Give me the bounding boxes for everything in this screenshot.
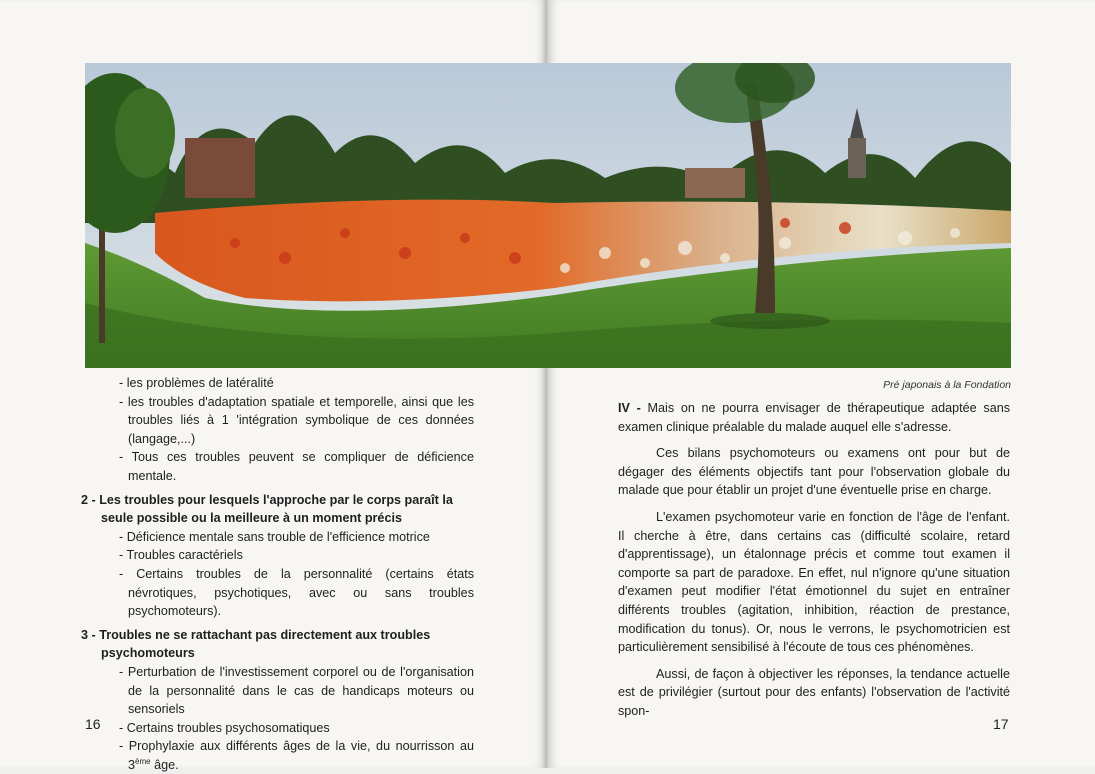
list-item: - Troubles caractériels bbox=[119, 548, 243, 563]
paragraph-iv bbox=[618, 399, 1010, 436]
section-3-list bbox=[81, 663, 474, 774]
list-item: - les problèmes de latéralité bbox=[119, 376, 274, 390]
list-item: - Perturbation de l'investissement corporel ou de l'organisation de la personnalité dans le cas de handicaps moteurs ou sensoriels bbox=[119, 664, 474, 717]
section-3-heading: 3 - Troubles ne se rattachant pas directement aux troubles psychomoteurs bbox=[81, 627, 431, 661]
superscript: ème bbox=[135, 756, 151, 766]
list-item bbox=[81, 737, 474, 774]
paragraph: Ces bilans psychomoteurs ou examens ont pour but de dégager des éléments objectifs tant pour l'observation globale du malade que pour établir un projet d'une éventuelle prise en charge. bbox=[618, 446, 1010, 498]
list-item-text: âge. bbox=[150, 757, 179, 772]
meadow-photo bbox=[85, 63, 1011, 368]
list-item: - Certains troubles de la personnalité (certains états névrotiques, psychotiques, avec ou sans troubles psychomoteurs). bbox=[119, 566, 474, 619]
list-item: - Tous ces troubles peuvent se compliquer de déficience mentale. bbox=[119, 450, 474, 483]
section-2-list bbox=[81, 528, 474, 621]
page-number-left: 16 bbox=[85, 716, 101, 732]
right-column bbox=[618, 399, 1010, 729]
photo-caption: Pré japonais à la Fondation bbox=[883, 379, 1011, 391]
page-number-right: 17 bbox=[993, 716, 1009, 732]
paragraph: Aussi, de façon à objectiver les réponses, la tendance actuelle est de privilégier (surtout pour des enfants) l'observation de l'activité spon- bbox=[618, 666, 1010, 718]
section-2-heading: 2 - Les troubles pour lesquels l'approche par le corps paraît la seule possible ou la meilleure à un moment précis bbox=[81, 492, 453, 526]
left-column bbox=[81, 374, 474, 774]
list-item: - les troubles d'adaptation spatiale et temporelle, ainsi que les troubles liés à 1 'intégration symbolique de ces données (langage,...) bbox=[119, 394, 474, 446]
section-numeral: IV - bbox=[618, 401, 641, 415]
list-item: - Déficience mentale sans trouble de l'efficience motrice bbox=[119, 529, 430, 544]
paragraph: L'examen psychomoteur varie en fonction de l'âge de l'enfant. Il cherche à être, dans certains cas (difficulté scolaire, retard d'apprentissage), un étalonnage précis et comme tout examen il comporte sa part de paradoxe. En effet, nul n'ignore qu'une situation d'examen peut modifier l'état émotionnel du sujet en entraîner différents troubles (agitation, inhibition, réaction de prestance, modification du tonus). Or, nous le verrons, le psychomotricien est particulièrement sensibilisé à l'écoute de tous ces phénomènes. bbox=[618, 509, 1010, 655]
paragraph-text: Mais on ne pourra envisager de thérapeutique adaptée sans examen clinique préalable du malade auquel elle s'adresse. bbox=[618, 401, 1011, 434]
intro-list bbox=[81, 374, 474, 486]
list-item-text: - Prophylaxie aux différents âges de la vie, du nourrisson au 3 bbox=[119, 739, 474, 772]
list-item: - Certains troubles psychosomatiques bbox=[119, 720, 330, 735]
